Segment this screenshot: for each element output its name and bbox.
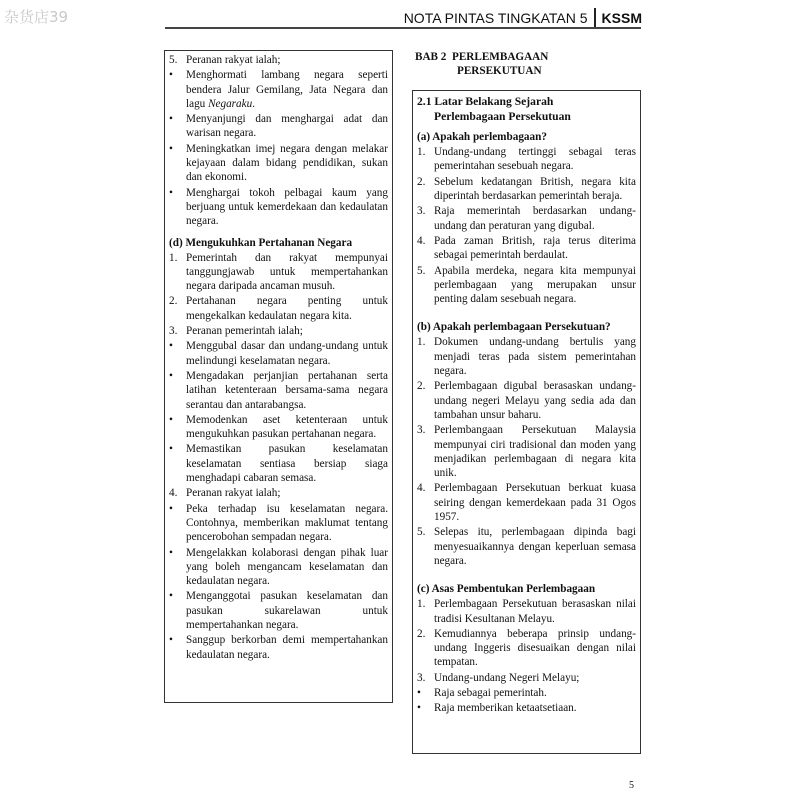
list-item bbox=[417, 264, 636, 307]
subtopic-title-line-1: 2.1 Latar Belakang Sejarah bbox=[417, 95, 554, 108]
bullet-marker: • bbox=[169, 142, 173, 155]
list-item-text: Pada zaman British, raja terus diterima sebagai pemerintah berdaulat. bbox=[434, 234, 636, 262]
bullet-marker: • bbox=[169, 369, 173, 382]
bullet-marker: • bbox=[169, 113, 173, 126]
list-item-text: Dokumen undang-undang bertulis yang menjadi teras pada sistem pemerintahan negara. bbox=[434, 336, 636, 378]
number-marker: 2. bbox=[417, 175, 426, 188]
number-marker: 5. bbox=[169, 54, 178, 66]
page-number: 5 bbox=[629, 780, 634, 791]
left-items-top bbox=[169, 53, 388, 229]
right-items-a bbox=[417, 145, 636, 306]
list-item bbox=[169, 369, 388, 412]
list-item-text: Selepas itu, perlembagaan dipinda bagi menyesuaikannya dengan keperluan semasa negara. bbox=[434, 526, 636, 567]
bullet-marker: • bbox=[169, 69, 173, 82]
list-item-text: Raja memberikan ketaatsetiaan. bbox=[434, 702, 577, 715]
list-item bbox=[169, 53, 388, 67]
list-item bbox=[417, 204, 636, 233]
bullet-marker: • bbox=[169, 546, 173, 559]
list-item bbox=[169, 546, 388, 589]
list-item bbox=[169, 324, 388, 338]
section-heading-d: (d) Mengukuhkan Pertahanan Negara bbox=[169, 236, 353, 249]
bullet-marker: • bbox=[169, 634, 173, 647]
number-marker: 3. bbox=[417, 671, 426, 684]
number-marker: 3. bbox=[417, 205, 426, 218]
list-item bbox=[169, 486, 388, 500]
bullet-marker: • bbox=[417, 686, 421, 699]
list-item-text: Peranan pemerintah ialah; bbox=[186, 325, 303, 338]
list-item bbox=[417, 525, 636, 568]
chapter-heading bbox=[415, 50, 548, 78]
number-marker: 4. bbox=[417, 482, 426, 495]
list-item-text: Peranan rakyat ialah; bbox=[186, 487, 281, 500]
list-item bbox=[169, 413, 388, 442]
number-marker: 1. bbox=[417, 336, 426, 349]
list-item-text: Menganggotai pasukan keselamatan dan pasukan sukarelawan untuk mempertahankan negara. bbox=[186, 590, 388, 631]
left-items-d bbox=[169, 251, 388, 662]
section-heading-b: (b) Apakah perlembagaan Persekutuan? bbox=[417, 321, 611, 334]
list-item bbox=[417, 423, 636, 480]
list-item bbox=[417, 597, 636, 626]
section-heading-c: (c) Asas Pembentukan Perlembagaan bbox=[417, 583, 596, 596]
number-marker: 4. bbox=[169, 487, 178, 500]
watermark-text: 杂货店39 bbox=[4, 8, 69, 26]
number-marker: 3. bbox=[417, 424, 426, 437]
bullet-marker: • bbox=[417, 702, 421, 715]
bullet-marker: • bbox=[169, 186, 173, 199]
number-marker: 5. bbox=[417, 264, 426, 277]
list-item-text: Pemerintah dan rakyat mempunyai tanggungjawab untuk mempertahankan negara daripada ancaman musuh. bbox=[186, 251, 388, 293]
list-item-text: Perlembangaan Persekutuan Malaysia mempunyai ciri tradisional dan moden yang menjadikan perlembagaan di negara kita unik. bbox=[434, 424, 636, 480]
number-marker: 4. bbox=[417, 234, 426, 247]
chapter-label: BAB 2 bbox=[415, 51, 447, 63]
number-marker: 3. bbox=[169, 325, 178, 338]
list-item-text: Mengelakkan kolaborasi dengan pihak luar yang boleh mengancam keselamatan dan kedaulatan negara. bbox=[186, 546, 388, 588]
list-item bbox=[417, 145, 636, 174]
header-tag: KSSM bbox=[601, 10, 642, 26]
list-item bbox=[169, 442, 388, 485]
list-item-text: Peranan rakyat ialah; bbox=[186, 54, 281, 66]
list-item-text: Menyanjungi dan menghargai adat dan warisan negara. bbox=[186, 113, 388, 140]
list-item-text: Menghormati lambang negara seperti bendera Jalur Gemilang, Jata Negara dan lagu Negaraku. bbox=[186, 69, 388, 110]
chapter-title-line-1: PERLEMBAGAAN bbox=[452, 51, 549, 63]
right-column-box bbox=[412, 90, 641, 754]
list-item-text: Perlembagaan digubal berasaskan undang-undang negeri Melayu yang sedia ada dan tambahan unsur baharu. bbox=[434, 380, 636, 421]
subtopic-title-line-2: Perlembagaan Persekutuan bbox=[434, 109, 571, 123]
list-item bbox=[417, 335, 636, 378]
list-item bbox=[417, 481, 636, 524]
list-item-text: Undang-undang tertinggi sebagai teras pemerintahan sesebuah negara. bbox=[434, 146, 636, 173]
list-item-text: Memodenkan aset ketenteraan untuk mengukuhkan pasukan pertahanan negara. bbox=[186, 413, 388, 441]
list-item-text: Menggubal dasar dan undang-undang untuk melindungi keselamatan negara. bbox=[186, 340, 388, 367]
list-item-text: Peka terhadap isu keselamatan negara. Contohnya, memberikan maklumat tentang pencerobohan sempadan negara. bbox=[186, 502, 388, 544]
number-marker: 2. bbox=[417, 627, 426, 640]
bullet-marker: • bbox=[169, 502, 173, 515]
list-item bbox=[417, 627, 636, 670]
list-item bbox=[169, 589, 388, 632]
number-marker: 5. bbox=[417, 526, 426, 539]
number-marker: 1. bbox=[417, 598, 426, 611]
left-column-box bbox=[164, 50, 393, 703]
bullet-marker: • bbox=[169, 443, 173, 456]
list-item bbox=[169, 251, 388, 294]
list-item bbox=[169, 68, 388, 111]
list-item bbox=[169, 633, 388, 662]
list-item-text: Undang-undang Negeri Melayu; bbox=[434, 671, 580, 684]
list-item-text: Sanggup berkorban demi mempertahankan kedaulatan negara. bbox=[186, 634, 388, 661]
right-items-c bbox=[417, 597, 636, 715]
list-item bbox=[169, 502, 388, 545]
list-item bbox=[417, 234, 636, 263]
list-item bbox=[417, 671, 636, 685]
list-item-text: Raja memerintah berdasarkan undang-undang dan peraturan yang digubal. bbox=[434, 205, 636, 232]
number-marker: 2. bbox=[417, 380, 426, 393]
list-item-text: Mengadakan perjanjian pertahanan serta latihan ketenteraan bersama-sama negara serantau dan antarabangsa. bbox=[186, 369, 388, 411]
list-item-text: Perlembagaan Persekutuan berkuat kuasa seiring dengan kemerdekaan pada 31 Ogos 1957. bbox=[434, 482, 636, 524]
list-item-text: Memastikan pasukan keselamatan keselamatan sentiasa bersiap siaga menghadapi cabaran semasa. bbox=[186, 443, 388, 485]
list-item bbox=[169, 294, 388, 323]
bullet-marker: • bbox=[169, 590, 173, 603]
right-items-b bbox=[417, 335, 636, 568]
list-item-text: Perlembagaan Persekutuan berasaskan nilai tradisi Kesultanan Melayu. bbox=[434, 598, 636, 625]
list-item-text: Kemudiannya beberapa prinsip undang-undang Inggeris disesuaikan dengan nilai tempatan. bbox=[434, 627, 636, 669]
number-marker: 2. bbox=[169, 295, 178, 308]
list-item-text: Pertahanan negara penting untuk mengekalkan kedaulatan negara kita. bbox=[186, 295, 388, 322]
list-item bbox=[169, 112, 388, 141]
list-item-text: Apabila merdeka, negara kita mempunyai perlembagaan yang merupakan unsur penting dalam sesebuah negara. bbox=[434, 264, 636, 306]
number-marker: 1. bbox=[417, 146, 426, 159]
number-marker: 1. bbox=[169, 251, 178, 264]
italic-text: Negaraku bbox=[208, 97, 253, 110]
chapter-title-line-2: PERSEKUTUAN bbox=[457, 65, 542, 77]
header-title: NOTA PINTAS TINGKATAN 5 bbox=[403, 10, 588, 26]
bullet-marker: • bbox=[169, 413, 173, 426]
list-item-text: Menghargai tokoh pelbagai kaum yang berjuang untuk kemerdekaan dan kedaulatan negara. bbox=[186, 186, 388, 228]
section-heading-a: (a) Apakah perlembagaan? bbox=[417, 131, 547, 144]
bullet-marker: • bbox=[169, 340, 173, 353]
subtopic-title bbox=[417, 95, 636, 124]
header-rule bbox=[165, 27, 641, 29]
list-item-text: Sebelum kedatangan British, negara kita diperintah berdasarkan pemerintah beraja. bbox=[434, 175, 636, 203]
list-item-text: Meningkatkan imej negara dengan melakar kejayaan dalam bidang pendidikan, sukan dan ekonomi. bbox=[186, 142, 388, 184]
list-item bbox=[417, 175, 636, 204]
list-item bbox=[169, 142, 388, 185]
list-item bbox=[417, 686, 636, 700]
page-header bbox=[404, 8, 642, 28]
list-item bbox=[417, 701, 636, 715]
header-divider bbox=[594, 8, 596, 28]
list-item bbox=[169, 339, 388, 368]
list-item-text: Raja sebagai pemerintah. bbox=[434, 686, 547, 699]
list-item bbox=[417, 379, 636, 422]
list-item bbox=[169, 186, 388, 229]
